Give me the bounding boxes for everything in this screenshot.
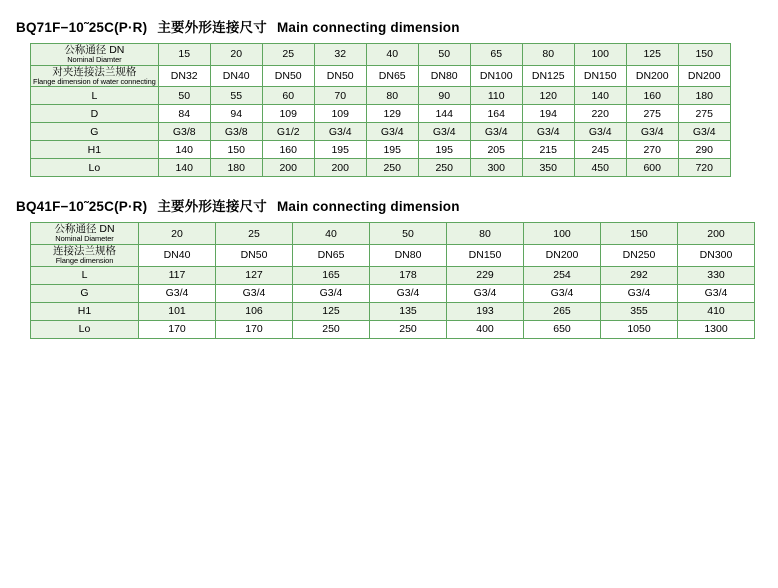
cell: 117 [139,266,216,284]
cell: 270 [626,141,678,159]
cell: 194 [522,105,574,123]
cell: 50 [418,44,470,66]
cell: G3/4 [366,123,418,141]
cell: DN50 [314,65,366,87]
cell: G3/4 [139,284,216,302]
cell: 40 [366,44,418,66]
cell: DN100 [470,65,522,87]
cell: G3/4 [522,123,574,141]
row-header: L [31,266,139,284]
table-row [31,284,755,302]
cell: 195 [366,141,418,159]
table-row [31,159,731,177]
table-row [31,302,755,320]
cell: 275 [678,105,730,123]
cell: DN32 [158,65,210,87]
cell: 125 [293,302,370,320]
cell: G3/4 [370,284,447,302]
cell: 65 [470,44,522,66]
cell: 20 [139,223,216,245]
row-header: H1 [31,302,139,320]
row-label-en: Nominal Diamter [67,55,122,65]
cell: 129 [366,105,418,123]
cell: 250 [418,159,470,177]
cell: DN250 [601,245,678,267]
cell: 140 [158,141,210,159]
cell: G3/4 [418,123,470,141]
cell: 200 [314,159,366,177]
row-header: D [31,105,159,123]
cell: 20 [210,44,262,66]
cell: 94 [210,105,262,123]
dimension-table-bq71f [30,43,731,177]
cell: DN200 [678,65,730,87]
cell: 600 [626,159,678,177]
cell: 140 [574,87,626,105]
cell: 125 [626,44,678,66]
cell: DN125 [522,65,574,87]
cell: 109 [314,105,366,123]
cell: DN80 [370,245,447,267]
table-row [31,245,755,267]
table-row [31,44,731,66]
cell: 55 [210,87,262,105]
cell: 150 [601,223,678,245]
row-label-en: Flange dimension of water connecting [33,76,156,86]
cell: 180 [678,87,730,105]
cell: 245 [574,141,626,159]
cell: 250 [293,320,370,338]
cell: 250 [370,320,447,338]
row-label-cn: 连接法兰规格 [53,245,116,258]
cell: 400 [447,320,524,338]
cell: 220 [574,105,626,123]
cell: 178 [370,266,447,284]
cell: 170 [139,320,216,338]
cell: 205 [470,141,522,159]
cell: DN300 [678,245,755,267]
cell: 144 [418,105,470,123]
cell: 70 [314,87,366,105]
section-bq71f [12,16,766,177]
cell: 140 [158,159,210,177]
dimension-table-bq41f [30,222,755,338]
cell: 275 [626,105,678,123]
cell: 109 [262,105,314,123]
cell: 1300 [678,320,755,338]
cell: 110 [470,87,522,105]
row-label-en: Flange dimension [55,256,114,266]
cell: G3/4 [216,284,293,302]
cell: 265 [524,302,601,320]
cell: 720 [678,159,730,177]
cell: 150 [678,44,730,66]
cell: DN150 [574,65,626,87]
cell: 350 [522,159,574,177]
cell: G3/4 [678,123,730,141]
cell: DN80 [418,65,470,87]
cell: 254 [524,266,601,284]
cell: G3/4 [314,123,366,141]
table-row [31,320,755,338]
cell: 164 [470,105,522,123]
row-header: Lo [31,320,139,338]
cell: 50 [158,87,210,105]
cell: 106 [216,302,293,320]
cell: G3/4 [470,123,522,141]
cell: 1050 [601,320,678,338]
section-title-cn: 主要外形连接尺寸 [157,20,267,35]
cell: 50 [370,223,447,245]
cell: 355 [601,302,678,320]
row-label-cn: 公称通径 DN [54,223,115,236]
cell: 200 [262,159,314,177]
section-title-cn: 主要外形连接尺寸 [157,199,267,215]
row-header: G [31,123,159,141]
cell: 410 [678,302,755,320]
cell: 292 [601,266,678,284]
cell: DN50 [262,65,314,87]
cell: 165 [293,266,370,284]
table-row [31,87,731,105]
cell: G3/8 [210,123,262,141]
cell: 180 [210,159,262,177]
cell: 15 [158,44,210,66]
table-row [31,266,755,284]
table-row [31,123,731,141]
row-header: H1 [31,141,159,159]
row-header: G [31,284,139,302]
cell: DN65 [293,245,370,267]
cell: 127 [216,266,293,284]
cell: 84 [158,105,210,123]
cell: 120 [522,87,574,105]
row-header [31,44,159,66]
cell: 195 [314,141,366,159]
cell: 25 [216,223,293,245]
cell: 150 [210,141,262,159]
cell: 170 [216,320,293,338]
cell: DN200 [524,245,601,267]
cell: 90 [418,87,470,105]
cell: G3/4 [447,284,524,302]
cell: G3/4 [293,284,370,302]
cell: 330 [678,266,755,284]
cell: 40 [293,223,370,245]
cell: 60 [262,87,314,105]
row-label-cn: 公称通径 DN [64,44,125,56]
cell: DN40 [139,245,216,267]
cell: 160 [262,141,314,159]
table-row [31,141,731,159]
cell: 290 [678,141,730,159]
cell: DN50 [216,245,293,267]
cell: 250 [366,159,418,177]
cell: G3/4 [574,123,626,141]
cell: 215 [522,141,574,159]
table-row [31,105,731,123]
cell: 25 [262,44,314,66]
cell: G3/4 [524,284,601,302]
cell: 80 [522,44,574,66]
cell: G3/4 [678,284,755,302]
cell: DN150 [447,245,524,267]
table-row [31,223,755,245]
row-label-en: Nominal Diameter [55,234,114,244]
section-bq41f [12,195,766,338]
cell: 135 [370,302,447,320]
cell: 80 [447,223,524,245]
section-model-code: BQ71F−10˜25C(P·R) [16,20,148,35]
cell: 32 [314,44,366,66]
row-header [31,65,159,87]
row-header [31,223,139,245]
section-title-bq71f [16,16,766,36]
section-model-code: BQ41F−10˜25C(P·R) [16,199,148,215]
cell: 229 [447,266,524,284]
cell: G1/2 [262,123,314,141]
table-row [31,65,731,87]
cell: G3/8 [158,123,210,141]
cell: DN40 [210,65,262,87]
cell: 160 [626,87,678,105]
cell: 450 [574,159,626,177]
cell: G3/4 [601,284,678,302]
section-title-en: Main connecting dimension [276,20,460,35]
row-header [31,245,139,267]
cell: 100 [524,223,601,245]
cell: 200 [678,223,755,245]
cell: 195 [418,141,470,159]
cell: 100 [574,44,626,66]
cell: DN200 [626,65,678,87]
cell: 101 [139,302,216,320]
section-title-en: Main connecting dimension [276,199,460,215]
cell: 300 [470,159,522,177]
cell: 80 [366,87,418,105]
row-header: Lo [31,159,159,177]
section-title-bq41f [16,195,766,215]
row-header: L [31,87,159,105]
cell: 650 [524,320,601,338]
cell: DN65 [366,65,418,87]
cell: 193 [447,302,524,320]
row-label-cn: 对夹连接法兰规格 [52,65,137,78]
cell: G3/4 [626,123,678,141]
